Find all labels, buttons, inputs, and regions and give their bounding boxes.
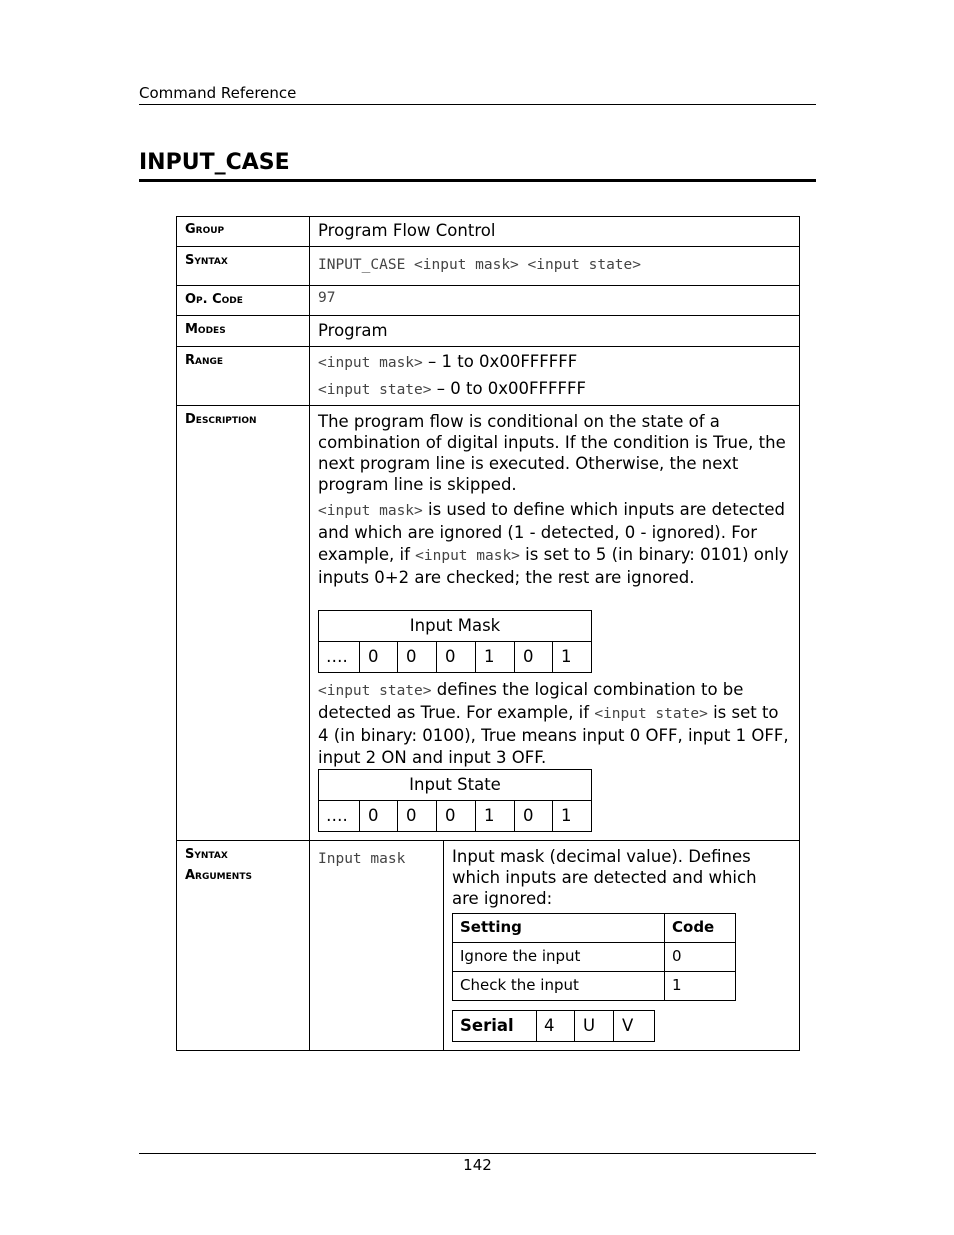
serial-cell: 4 xyxy=(544,1016,555,1035)
input-mask-cell: 1 xyxy=(484,647,495,666)
settings-cell: Check the input xyxy=(460,976,579,994)
input-state-cell: 0 xyxy=(445,806,456,825)
syntax-value: INPUT_CASE <input mask> <input state> xyxy=(318,257,642,273)
opcode-value: 97 xyxy=(318,290,336,306)
input-mask-cell: 0 xyxy=(406,647,417,666)
settings-cell: 1 xyxy=(672,976,682,994)
input-state-cell: 0 xyxy=(523,806,534,825)
input-mask-cell: 1 xyxy=(561,647,572,666)
page-title: INPUT_CASE xyxy=(139,150,816,182)
settings-cell: 0 xyxy=(672,947,682,965)
range-line-2: <input state> – 0 to 0x00FFFFFF xyxy=(318,379,586,398)
running-header xyxy=(139,84,816,105)
input-state-cell: …. xyxy=(326,806,348,825)
header-title: Command Reference xyxy=(139,84,297,102)
settings-header-setting: Setting xyxy=(460,918,522,936)
argument-name: Input mask xyxy=(318,851,406,867)
input-mask-cell: …. xyxy=(326,647,348,666)
footer-rule xyxy=(139,1153,816,1154)
argument-description: Input mask (decimal value). Defines which inputs are detected and which are ignored: xyxy=(452,847,757,908)
opcode-label: Op. Code xyxy=(185,292,243,307)
page-number: 142 xyxy=(463,1156,492,1174)
description-paragraph-2: <input mask> is used to define which inputs are detected and which are ignored (1 - detected, 0 - ignored). For example, if <input mask> is set to 5 (in binary: 0101) only inputs 0+2 are checked; the rest are ignored. xyxy=(318,500,789,587)
description-label: Description xyxy=(185,412,257,427)
description-paragraph-3: <input state> defines the logical combination to be detected as True. For example, if <input state> is set to 4 (in binary: 0100), True means input 0 OFF, input 1 OFF, input 2 ON and input 3 OFF. xyxy=(318,680,789,767)
group-value: Program Flow Control xyxy=(318,221,496,240)
serial-cell: V xyxy=(622,1016,634,1035)
modes-label: Modes xyxy=(185,322,226,337)
group-label: Group xyxy=(185,222,225,237)
input-state-cell: 1 xyxy=(561,806,572,825)
settings-cell: Ignore the input xyxy=(460,947,581,965)
input-mask-cell: 0 xyxy=(368,647,379,666)
settings-header-code: Code xyxy=(672,918,715,936)
serial-cell: U xyxy=(583,1016,596,1035)
range-label: Range xyxy=(185,353,224,368)
range-line-1: <input mask> – 1 to 0x00FFFFFF xyxy=(318,352,578,371)
syntax-arguments-label-2: Arguments xyxy=(185,868,252,883)
modes-value: Program xyxy=(318,321,388,340)
input-mask-cell: 0 xyxy=(523,647,534,666)
input-mask-cell: 0 xyxy=(445,647,456,666)
input-state-cell: 1 xyxy=(484,806,495,825)
syntax-arguments-label-1: Syntax xyxy=(185,847,228,862)
description-paragraph-1: The program flow is conditional on the state of a combination of digital inputs. If the condition is True, the next program line is executed. Otherwise, the next program line is skipped. xyxy=(318,412,786,494)
input-mask-title: Input Mask xyxy=(409,616,501,635)
serial-label: Serial xyxy=(460,1016,514,1035)
input-state-cell: 0 xyxy=(406,806,417,825)
input-state-cell: 0 xyxy=(368,806,379,825)
input-state-title: Input State xyxy=(409,775,501,794)
syntax-label: Syntax xyxy=(185,253,228,268)
